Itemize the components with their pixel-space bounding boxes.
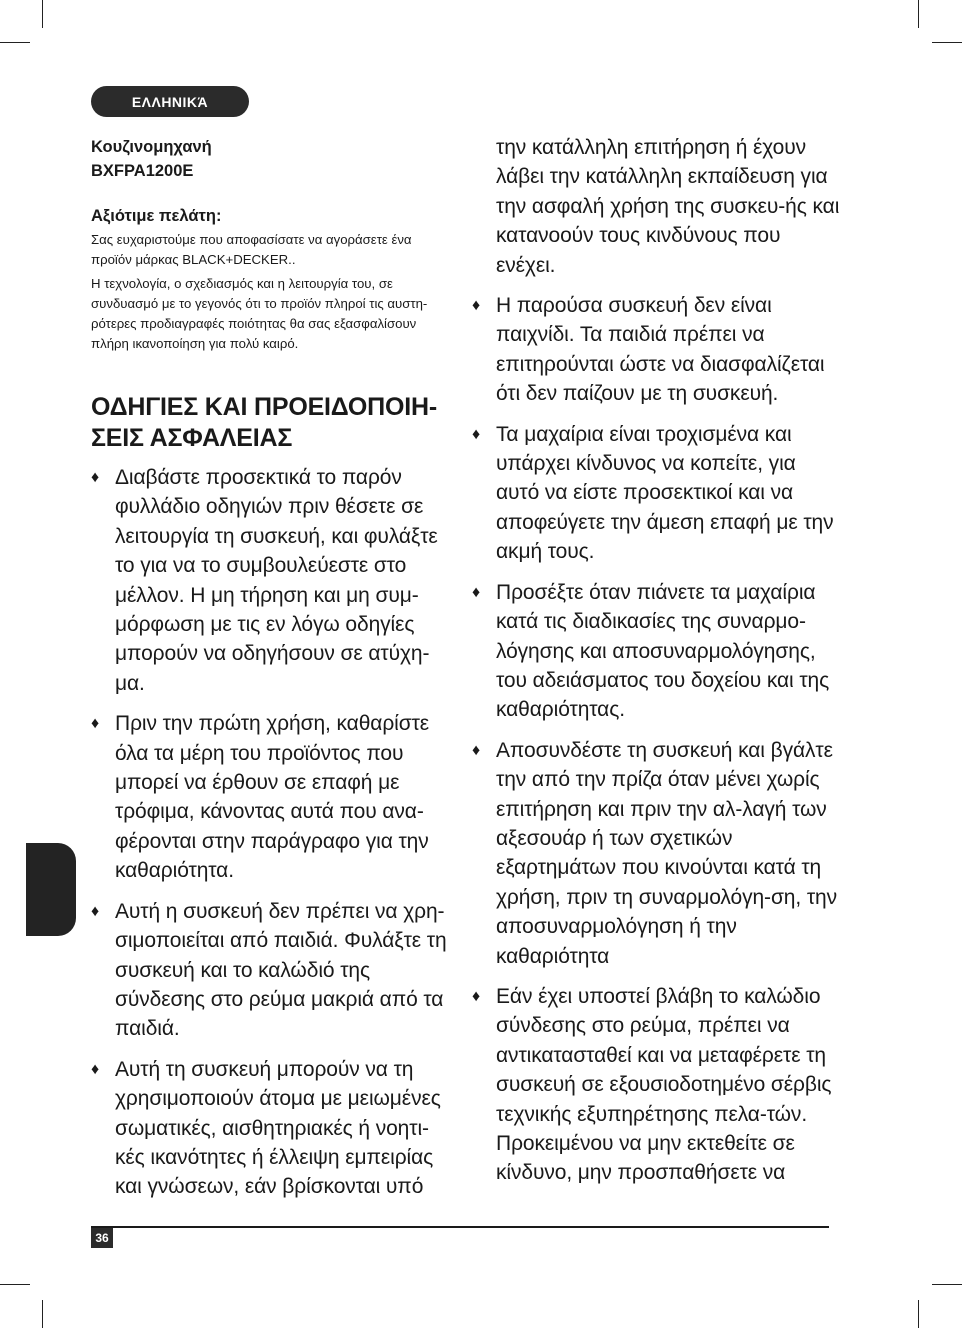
list-item xyxy=(472,420,842,567)
language-tab: ΕΛΛΗΝΙΚΆ xyxy=(91,86,249,117)
bullet-diamond-icon: ♦ xyxy=(91,715,100,733)
list-item xyxy=(472,291,842,409)
list-item-text: Διαβάστε προσεκτικά το παρόν φυλλάδιο οδηγιών πριν θέσετε σε λειτουργία τη συσκευή, και φυλάξτε το για να το συμβουλεύεστε στο μέλλον. Η μη τήρηση και μη συμ-μόρφωση με τις εν λόγω οδηγίες μπορούν να οδηγήσουν σε ατύχη-μα. xyxy=(115,466,438,695)
crop-mark xyxy=(932,42,962,43)
list-item-text: Εάν έχει υποστεί βλάβη το καλώδιο σύνδεσης στο ρεύμα, πρέπει να αντικατασταθεί και να μεταφέρετε τη συσκευή σε εξουσιοδοτημένο σέρβις τεχνικής εξυπηρέτησης πελα-τών. Προκειμένου να μην εκτεθείτε σε κίνδυνο, μην προσπαθήσετε να xyxy=(496,984,832,1185)
list-item-text: Αυτή τη συσκευή μπορούν να τη χρησιμοποιούν άτομα με μειωμένες σωματικές, αισθητηριακές ή νοητι-κές ικανότητες ή έλλειψη εμπειρίας και γνώσεων, εάν βρίσκονται υπό xyxy=(115,1057,441,1199)
list-item-text: Προσέξτε όταν πιάνετε τα μαχαίρια κατά τις διαδικασίες της συναρμο-λόγησης και αποσυναρμολόγησης, του αδειάσματος του δοχείου και της καθαριότητας. xyxy=(496,580,830,722)
product-info xyxy=(91,135,212,183)
bullet-diamond-icon: ♦ xyxy=(91,1060,100,1078)
right-column xyxy=(472,133,842,1199)
bullet-diamond-icon: ♦ xyxy=(91,469,100,486)
intro-section xyxy=(91,207,451,358)
product-model: BXFPA1200E xyxy=(91,162,194,180)
safety-heading: ΟΔΗΓΙΕΣ ΚΑΙ ΠΡΟΕΙΔΟΠΟΙΗ-ΣΕΙΣ ΑΣΦΑΛΕΙΑΣ xyxy=(91,393,437,452)
list-item xyxy=(472,578,842,725)
bullet-diamond-icon: ♦ xyxy=(91,902,100,920)
section-side-tab xyxy=(26,843,76,936)
intro-paragraph: Σας ευχαριστούμε που αποφασίσατε να αγοράσετε ένα προϊόν μάρκας BLACK+DECKER.. xyxy=(91,232,412,267)
bullet-diamond-icon: ♦ xyxy=(472,425,481,443)
bullet-diamond-icon: ♦ xyxy=(472,583,481,601)
list-item-text: Αυτή η συσκευή δεν πρέπει να χρη-σιμοποιείται από παιδιά. Φυλάξτε τη συσκευή και το καλώδιό της σύνδεσης στο ρεύμα μακριά από τα παιδιά. xyxy=(115,899,447,1041)
list-item xyxy=(91,1055,451,1202)
crop-mark xyxy=(918,0,919,28)
crop-mark xyxy=(42,0,43,28)
list-item-text: Η παρούσα συσκευή δεν είναι παιχνίδι. Τα παιδιά πρέπει να επιτηρούνται ώστε να διασφαλίζεται ότι δεν παίζουν με τη συσκευή. xyxy=(496,294,825,406)
list-item-text: Τα μαχαίρια είναι τροχισμένα και υπάρχει κίνδυνος να κοπείτε, για αυτό να είστε προσεκτικοί και να αποφεύγετε την άμεση επαφή με την ακμή τους. xyxy=(496,422,834,564)
product-name: Κουζινομηχανή xyxy=(91,138,212,156)
crop-mark xyxy=(0,42,30,43)
left-column xyxy=(91,463,451,1213)
list-item xyxy=(91,463,451,698)
greeting: Αξιότιμε πελάτη: xyxy=(91,207,222,225)
list-item-text: Αποσυνδέστε τη συσκευή και βγάλτε την από την πρίζα όταν μένει χωρίς επιτήρηση και πριν την αλ-λαγή των αξεσουάρ ή των σχετικών εξαρτημάτων που κινούνται κατά τη χρήση, πριν τη συναρμολόγη-ση, την αποσυναρμολόγηση ή την καθαριότητα xyxy=(496,738,838,968)
crop-mark xyxy=(918,1300,919,1328)
crop-mark xyxy=(42,1300,43,1328)
list-item xyxy=(91,709,451,885)
list-item-text: Πριν την πρώτη χρήση, καθαρίστε όλα τα μέρη του προϊόντος που μπορεί να έρθουν σε επαφή με τρόφιμα, κάνοντας αυτά που ανα-φέρονται στην παράγραφο για την καθαριότητα. xyxy=(115,712,430,883)
list-item xyxy=(472,982,842,1188)
crop-mark xyxy=(932,1284,962,1285)
list-item xyxy=(472,736,842,971)
intro-paragraph: Η τεχνολογία, ο σχεδιασμός και η λειτουργία του, σε συνδυασμό με το γεγονός ότι το προϊόν πληροί τις αυστη-ρότερες προδιαγραφές ποιότητας θα σας εξασφαλίσουν πλήρη ικανοποίηση για πολύ καιρό. xyxy=(91,276,428,351)
crop-mark xyxy=(0,1284,30,1285)
bullet-diamond-icon: ♦ xyxy=(472,297,481,315)
bullet-diamond-icon: ♦ xyxy=(472,741,481,759)
bullet-diamond-icon: ♦ xyxy=(472,987,481,1005)
footer-divider xyxy=(91,1226,829,1228)
page-number: 36 xyxy=(91,1228,113,1248)
list-item xyxy=(91,897,451,1044)
list-item-continuation: την κατάλληλη επιτήρηση ή έχουν λάβει την κατάλληλη εκπαίδευση για την ασφαλή χρήση της συσκευ-ής και κατανοούν τους κινδύνους που ενέχει. xyxy=(496,136,840,277)
